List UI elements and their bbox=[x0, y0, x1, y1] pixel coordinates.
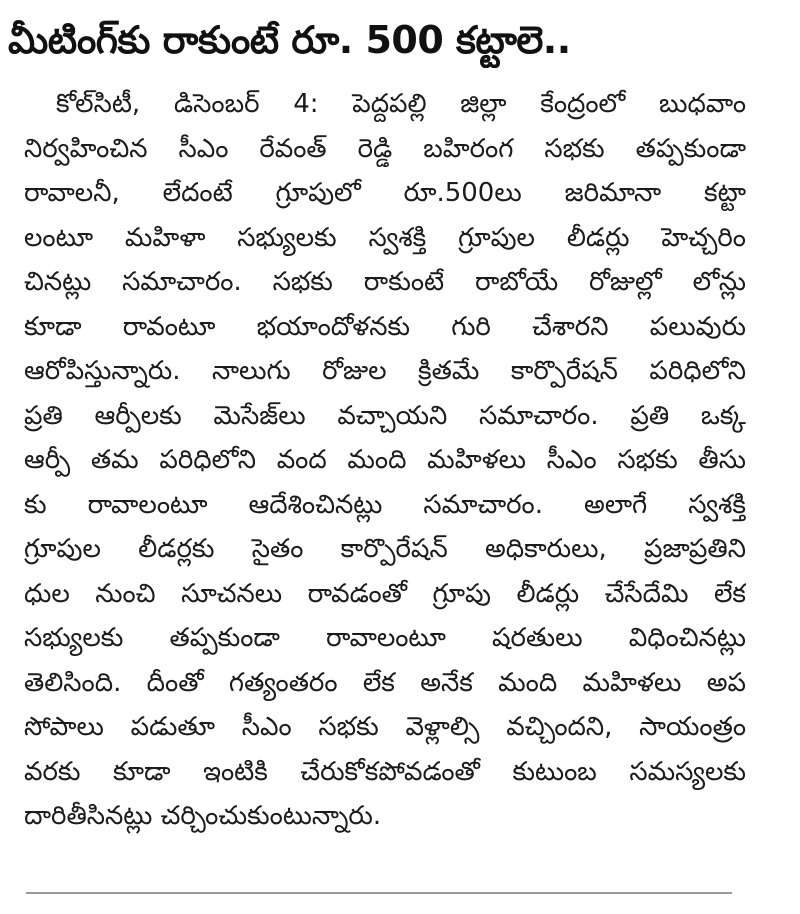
article-line: వరకు కూడా ఇంటికి చేరుకోకపోవడంతో కుటుంబ సమస్యలకు bbox=[24, 756, 746, 787]
article-body bbox=[24, 82, 746, 839]
article-line: ప్రతి ఆర్పీలకు మెసేజ్‌లు వచ్చాయని సమాచారం. ప్రతి ఒక్క bbox=[24, 400, 746, 431]
article-line: కోల్‌సిటీ, డిసెంబర్ 4: పెద్దపల్లి జిల్లా కేంద్రంలో బుధవాం bbox=[56, 89, 746, 119]
bottom-divider bbox=[26, 892, 732, 894]
article-line: సభ్యులకు తప్పకుండా రావాలంటూ షరతులు విధించినట్లు bbox=[24, 623, 746, 653]
article-line: ధుల నుంచి సూచనలు రావడంతో గ్రూపు లీడర్లు చేసేదేమి లేక bbox=[24, 578, 746, 609]
article-line: రావాలనీ, లేదంటే గ్రూపులో రూ.500లు జరిమానా కట్టా bbox=[24, 178, 746, 208]
article-line: దారితీసినట్లు చర్చించుకుంటున్నారు. bbox=[24, 801, 382, 831]
article-line: ఆరోపిస్తున్నారు. నాలుగు రోజుల క్రితమే కార్పొరేషన్ పరిధిలోని bbox=[24, 356, 746, 386]
article-line: కు రావాలంటూ ఆదేశించినట్లు సమాచారం. అలాగే స్వశక్తి bbox=[24, 489, 746, 520]
article-line: ఆర్పీ తమ పరిధిలోని వంద మంది మహిళలు సీఎం సభకు తీసు bbox=[24, 445, 746, 475]
article-line: కూడా రావంటూ భయాందోళనకు గురి చేశారని పలువురు bbox=[24, 311, 746, 342]
article-line: తెలిసింది. దీంతో గత్యంతరం లేక అనేక మంది మహిళలు అప bbox=[24, 667, 746, 698]
article-line: గ్రూపుల లీడర్లకు సైతం కార్పొరేషన్ అధికారులు, ప్రజాప్రతిని bbox=[24, 534, 746, 564]
headline: మీటింగ్‌కు రాకుంటే రూ. 500 కట్టాలె.. bbox=[8, 18, 571, 62]
article-line: నిర్వహించిన సీఎం రేవంత్ రెడ్డి బహిరంగ సభకు తప్పకుండా bbox=[24, 133, 746, 164]
article-line: లంటూ మహిళా సభ్యులకు స్వశక్తి గ్రూపుల లీడర్లు హెచ్చరిం bbox=[24, 222, 746, 253]
article-line: చినట్లు సమాచారం. సభకు రాకుంటే రాబోయే రోజుల్లో లోన్లు bbox=[24, 267, 746, 297]
article-line: సోపాలు పడుతూ సీఎం సభకు వెళ్లాల్సి వచ్చిందని, సాయంత్రం bbox=[24, 712, 746, 742]
